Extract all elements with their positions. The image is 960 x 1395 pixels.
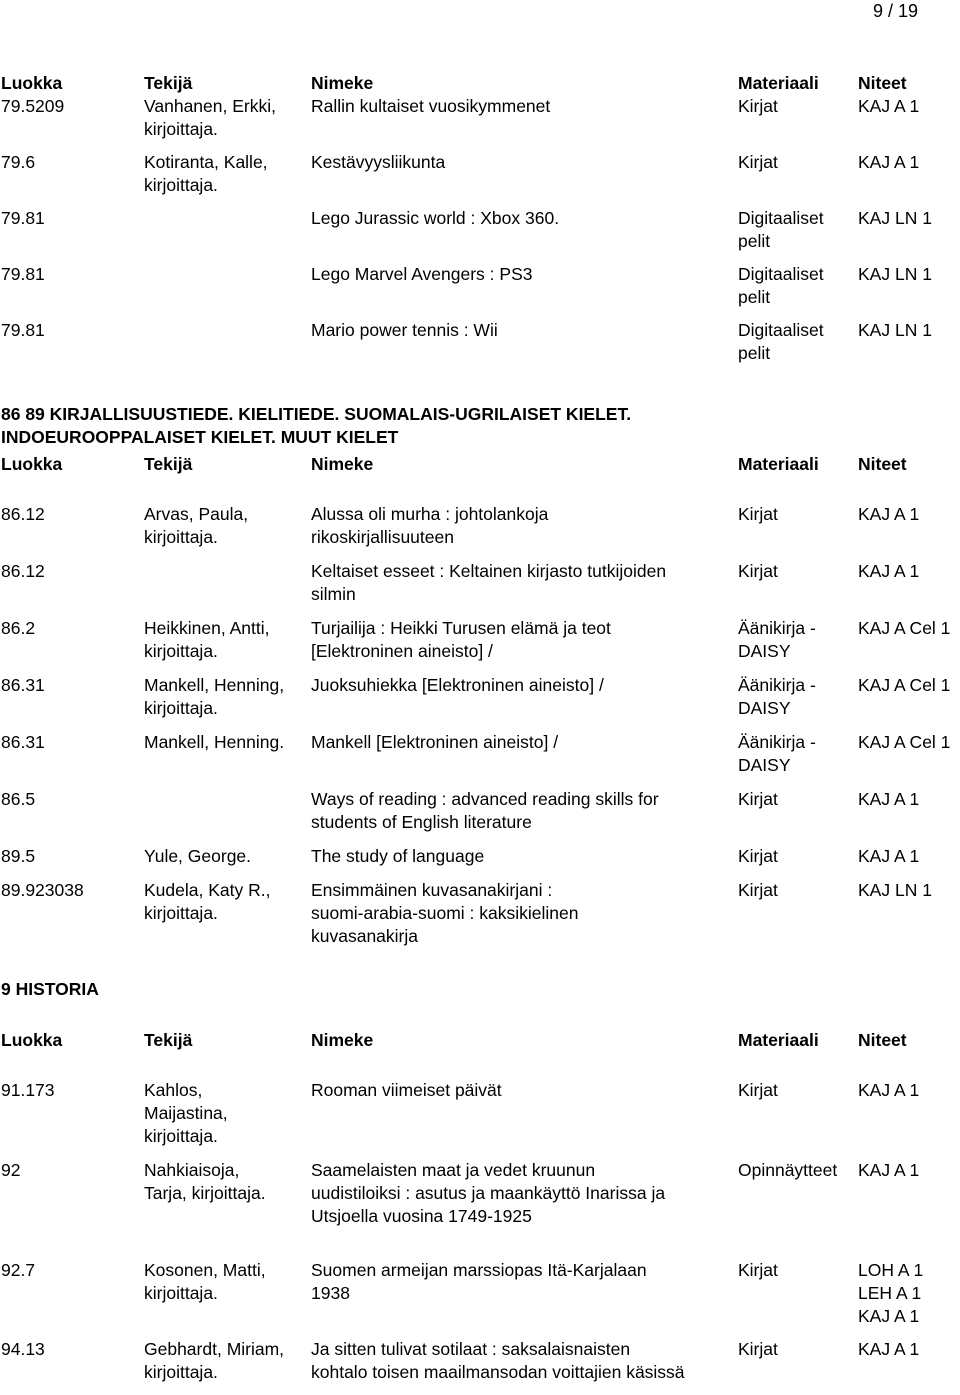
header-tekija: Tekijä [144, 73, 193, 93]
cell-tekija: Vanhanen, Erkki, kirjoittaja. [144, 96, 276, 139]
cell-luokka: 94.13 [1, 1339, 45, 1359]
cell-nimeke: Mankell [Elektroninen aineisto] / [311, 732, 559, 752]
table-row [0, 560, 960, 606]
table-row [0, 151, 960, 197]
cell-luokka: 89.5 [1, 846, 36, 866]
cell-materiaali: Kirjat [738, 504, 778, 524]
cell-materiaali: Kirjat [738, 846, 778, 866]
table-row [0, 788, 960, 834]
section-9-heading: 9 HISTORIA [1, 979, 99, 999]
cell-tekija: Mankell, Henning, kirjoittaja. [144, 675, 285, 718]
cell-niteet: KAJ LN 1 [858, 208, 932, 228]
cell-nimeke: Rallin kultaiset vuosikymmenet [311, 96, 551, 116]
cell-nimeke: Suomen armeijan marssiopas Itä-Karjalaan 1938 [311, 1260, 647, 1303]
cell-nimeke: The study of language [311, 846, 485, 866]
cell-nimeke: Mario power tennis : Wii [311, 320, 498, 340]
cell-tekija: Heikkinen, Antti, kirjoittaja. [144, 618, 270, 661]
cell-tekija: Kahlos, Maijastina, kirjoittaja. [144, 1080, 228, 1146]
cell-luokka: 79.6 [1, 152, 36, 172]
table-row [0, 1338, 960, 1384]
cell-materiaali: Kirjat [738, 1339, 778, 1359]
cell-tekija: Kosonen, Matti, kirjoittaja. [144, 1260, 266, 1303]
header-tekija: Tekijä [144, 1030, 193, 1050]
table-section-79 [0, 72, 960, 375]
cell-luokka: 86.12 [1, 504, 45, 524]
cell-niteet: KAJ A 1 [858, 152, 920, 172]
section-86-heading-line2: INDOEUROOPPALAISET KIELET. MUUT KIELET [1, 427, 399, 447]
table-row [0, 617, 960, 663]
section-86-heading [0, 403, 960, 449]
cell-materiaali: Opinnäytteet [738, 1160, 838, 1180]
section-86-heading-line1: 86 89 KIRJALLISUUSTIEDE. KIELITIEDE. SUOMALAIS-UGRILAISET KIELET. [1, 404, 632, 424]
cell-tekija: Arvas, Paula, kirjoittaja. [144, 504, 249, 547]
cell-nimeke: Ja sitten tulivat sotilaat : saksalaisnaisten kohtalo toisen maailmansodan voittajien käsissä [311, 1339, 685, 1382]
table-header [0, 1029, 960, 1052]
rows-86 [0, 503, 960, 948]
header-niteet: Niteet [858, 73, 907, 93]
table-row [0, 1159, 960, 1228]
cell-luokka: 79.81 [1, 320, 45, 340]
cell-nimeke: Lego Jurassic world : Xbox 360. [311, 208, 560, 228]
cell-niteet: KAJ A 1 [858, 1080, 920, 1100]
table-section-86 [0, 453, 960, 959]
cell-luokka: 92 [1, 1160, 21, 1180]
cell-luokka: 86.31 [1, 732, 45, 752]
cell-nimeke: Kestävyysliikunta [311, 152, 446, 172]
cell-luokka: 86.2 [1, 618, 36, 638]
table-row [0, 674, 960, 720]
page-number: 9 / 19 [872, 1, 918, 21]
cell-luokka: 79.5209 [1, 96, 65, 116]
cell-luokka: 86.5 [1, 789, 36, 809]
cell-luokka: 79.81 [1, 208, 45, 228]
header-materiaali: Materiaali [738, 1030, 819, 1050]
cell-nimeke: Lego Marvel Avengers : PS3 [311, 264, 533, 284]
cell-materiaali: Kirjat [738, 152, 778, 172]
cell-tekija [144, 207, 311, 253]
header-niteet: Niteet [858, 454, 907, 474]
cell-niteet: KAJ LN 1 [858, 320, 932, 340]
rows-79 [0, 95, 960, 365]
cell-tekija: Nahkiaisoja, Tarja, kirjoittaja. [144, 1160, 266, 1203]
cell-niteet: KAJ A Cel 1 [858, 675, 951, 695]
cell-tekija: Mankell, Henning. [144, 732, 285, 752]
cell-materiaali: Äänikirja - DAISY [738, 618, 816, 661]
cell-materiaali: Kirjat [738, 561, 778, 581]
cell-materiaali: Äänikirja - DAISY [738, 732, 816, 775]
cell-nimeke: Ensimmäinen kuvasanakirjani : suomi-arabia-suomi : kaksikielinen kuvasanakirja [311, 880, 579, 946]
rows-9 [0, 1079, 960, 1384]
header-luokka: Luokka [1, 73, 63, 93]
header-nimeke: Nimeke [311, 1030, 374, 1050]
header-materiaali: Materiaali [738, 73, 819, 93]
table-row [0, 263, 960, 309]
cell-nimeke: Juoksuhiekka [Elektroninen aineisto] / [311, 675, 604, 695]
cell-luokka: 86.12 [1, 561, 45, 581]
cell-materiaali: Äänikirja - DAISY [738, 675, 816, 718]
cell-materiaali: Digitaaliset pelit [738, 208, 824, 251]
cell-niteet: KAJ A 1 [858, 1160, 920, 1180]
cell-tekija [144, 263, 311, 309]
header-luokka: Luokka [1, 1030, 63, 1050]
table-row [0, 1079, 960, 1148]
cell-tekija: Kotiranta, Kalle, kirjoittaja. [144, 152, 268, 195]
cell-materiaali: Digitaaliset pelit [738, 264, 824, 307]
table-header [0, 453, 960, 476]
cell-materiaali: Digitaaliset pelit [738, 320, 824, 363]
header-niteet: Niteet [858, 1030, 907, 1050]
table-row [0, 319, 960, 365]
cell-luokka: 89.923038 [1, 880, 84, 900]
header-nimeke: Nimeke [311, 454, 374, 474]
cell-niteet: KAJ A 1 [858, 1339, 920, 1359]
cell-niteet: KAJ A Cel 1 [858, 732, 951, 752]
cell-tekija [144, 319, 311, 365]
cell-materiaali: Kirjat [738, 880, 778, 900]
cell-nimeke: Saamelaisten maat ja vedet kruunun uudistiloiksi : asutus ja maankäyttö Inarissa ja Utsjoella vuosina 1749-1925 [311, 1160, 666, 1226]
header-luokka: Luokka [1, 454, 63, 474]
table-row [0, 731, 960, 777]
cell-materiaali: Kirjat [738, 96, 778, 116]
cell-niteet: KAJ LN 1 [858, 880, 932, 900]
cell-tekija: Gebhardt, Miriam, kirjoittaja. [144, 1339, 285, 1382]
cell-nimeke: Turjailija : Heikki Turusen elämä ja teot [Elektroninen aineisto] / [311, 618, 611, 661]
table-row [0, 207, 960, 253]
cell-tekija [144, 788, 311, 834]
cell-luokka: 86.31 [1, 675, 45, 695]
cell-nimeke: Ways of reading : advanced reading skills for students of English literature [311, 789, 659, 832]
cell-materiaali: Kirjat [738, 789, 778, 809]
cell-nimeke: Alussa oli murha : johtolankoja rikoskirjallisuuteen [311, 504, 549, 547]
table-row [0, 503, 960, 549]
cell-niteet: LOH A 1 LEH A 1 KAJ A 1 [858, 1260, 924, 1326]
cell-niteet: KAJ A 1 [858, 96, 920, 116]
table-row [0, 1259, 960, 1328]
cell-materiaali: Kirjat [738, 1260, 778, 1280]
table-header [0, 72, 960, 95]
cell-luokka: 79.81 [1, 264, 45, 284]
cell-tekija [144, 560, 311, 606]
cell-tekija: Kudela, Katy R., kirjoittaja. [144, 880, 271, 923]
table-row [0, 95, 960, 141]
header-nimeke: Nimeke [311, 73, 374, 93]
cell-niteet: KAJ A 1 [858, 561, 920, 581]
cell-niteet: KAJ A 1 [858, 504, 920, 524]
table-row [0, 845, 960, 868]
cell-nimeke: Rooman viimeiset päivät [311, 1080, 502, 1100]
table-row [0, 879, 960, 948]
table-section-9 [0, 1029, 960, 1395]
header-tekija: Tekijä [144, 454, 193, 474]
cell-materiaali: Kirjat [738, 1080, 778, 1100]
cell-tekija: Yule, George. [144, 846, 252, 866]
cell-niteet: KAJ A 1 [858, 789, 920, 809]
cell-nimeke: Keltaiset esseet : Keltainen kirjasto tutkijoiden silmin [311, 561, 667, 604]
cell-luokka: 91.173 [1, 1080, 55, 1100]
cell-niteet: KAJ A Cel 1 [858, 618, 951, 638]
cell-niteet: KAJ LN 1 [858, 264, 932, 284]
header-materiaali: Materiaali [738, 454, 819, 474]
cell-niteet: KAJ A 1 [858, 846, 920, 866]
cell-luokka: 92.7 [1, 1260, 36, 1280]
